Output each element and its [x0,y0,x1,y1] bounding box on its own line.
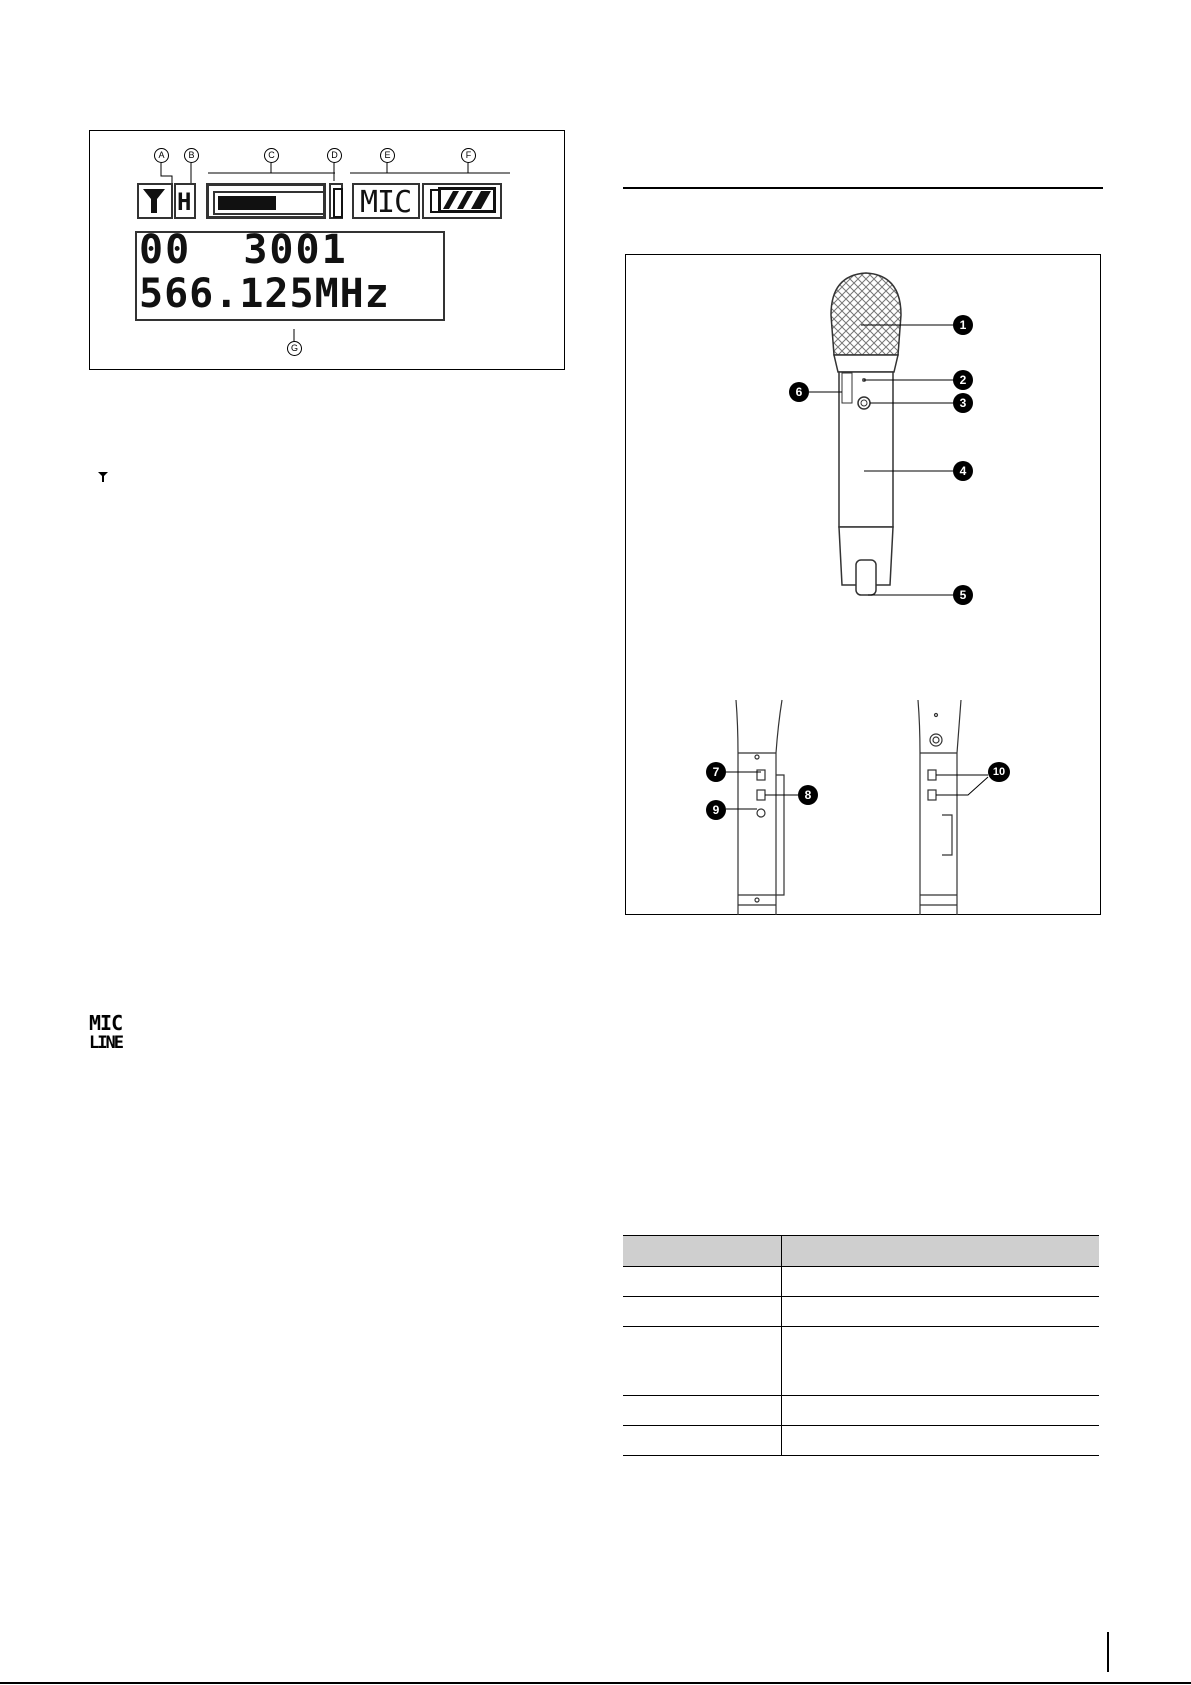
callout-f: F [461,148,476,163]
table-cell [623,1396,782,1426]
mic-label: MIC [89,1011,123,1035]
table-cell [623,1327,782,1396]
callout-c: C [264,148,279,163]
callout-2: 2 [953,370,973,390]
table-row [623,1267,1099,1297]
microphone-figure [625,254,1101,915]
battery-segment [422,183,502,219]
section-rule [623,187,1103,189]
table-row [623,1327,1099,1396]
page-edge-mark [1107,1632,1109,1672]
callout-a: A [154,148,169,163]
table-cell [782,1426,1100,1456]
table-row [623,1297,1099,1327]
callout-7: 7 [706,762,726,782]
frequency-display: 566.125MHz [139,271,390,317]
callout-4: 4 [953,461,973,481]
mic-line-icon [89,1013,125,1057]
rf-level-bar [206,183,326,219]
table-cell [623,1426,782,1456]
table-header-cell [623,1236,782,1267]
antenna-icon [97,470,109,482]
microphone-drawing [626,255,1102,916]
peak-indicator [329,183,343,219]
table-row [623,1396,1099,1426]
callout-d: D [327,148,342,163]
callout-9: 9 [706,800,726,820]
table-cell [782,1327,1100,1396]
callout-8: 8 [798,785,818,805]
antenna-segment [137,183,173,219]
table-header-row [623,1236,1099,1267]
table-cell [782,1396,1100,1426]
callout-5: 5 [953,585,973,605]
callout-b: B [184,148,199,163]
callout-e: E [380,148,395,163]
line-label: LINE [89,1033,122,1053]
callout-1: 1 [953,315,973,335]
table-cell [782,1297,1100,1327]
callout-3: 3 [953,393,973,413]
table-cell [623,1297,782,1327]
table-cell [782,1267,1100,1297]
lcd-display-figure [89,130,565,370]
table-cell [623,1267,782,1297]
antenna-suffix-segment: H [174,183,196,219]
group-channel-display: 00 3001 [139,227,348,273]
callout-6: 6 [789,382,809,402]
table-header-cell [782,1236,1100,1267]
input-mode-segment: MIC [352,183,420,219]
table-row [623,1426,1099,1456]
callout-10: 10 [988,762,1010,782]
callout-g: G [287,341,302,356]
channel-frequency-segment [135,227,445,321]
page-footer-rule [0,1682,1191,1684]
spec-table [623,1235,1099,1456]
